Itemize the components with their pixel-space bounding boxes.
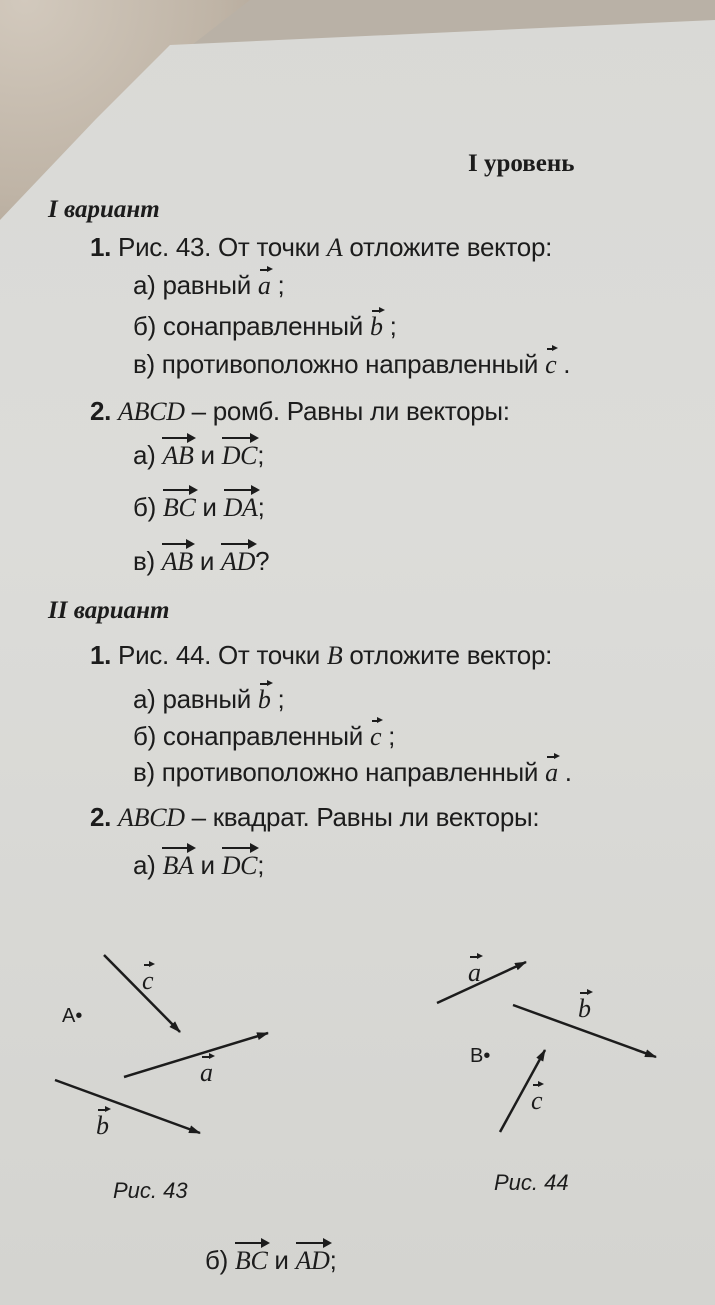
fig44-label-b xyxy=(578,993,591,1024)
fig43-label-c-text: c xyxy=(142,966,154,995)
vector-c: c xyxy=(545,350,557,379)
v1-q2-a-label: а) xyxy=(133,440,163,470)
fig44-label-a xyxy=(468,957,481,988)
vector-BC: BC xyxy=(162,493,196,522)
v2-q2-b-label: б) xyxy=(205,1245,235,1275)
variant-2-title: II вариант xyxy=(48,597,170,624)
v1-q1-number: 1. xyxy=(90,232,112,262)
fig43-label-b-text: b xyxy=(96,1111,109,1140)
conj-and: и xyxy=(192,546,222,576)
vector-DC: DC xyxy=(221,851,258,880)
fig43-label-a-text: a xyxy=(200,1058,213,1087)
v1-q1-a-punct: ; xyxy=(270,270,285,300)
vector-DA: DA xyxy=(223,493,258,522)
conj-and: и xyxy=(267,1245,296,1275)
vector-BC: BC xyxy=(234,1246,268,1275)
v2-q1-c-label: в) противоположно направленный xyxy=(133,757,546,787)
v2-q2-number: 2. xyxy=(90,802,112,832)
v1-q1-text: Рис. 43. От точки xyxy=(118,232,327,262)
fig44-label-c xyxy=(531,1085,542,1116)
fig43-vector-a xyxy=(124,1033,268,1077)
v2-q2-a-punct: ; xyxy=(257,850,265,880)
vector-BA: BA xyxy=(162,851,194,880)
conj-and: и xyxy=(193,850,222,880)
v2-q1-number: 1. xyxy=(90,640,112,670)
v2-q1-a-label: а) равный xyxy=(133,684,258,714)
vector-c: c xyxy=(369,722,382,751)
v2-q2-text: – квадрат. Равны ли векторы: xyxy=(184,802,540,832)
variant-1-title: I вариант xyxy=(48,196,160,223)
v1-q1-b-label: б) сонаправленный xyxy=(133,311,370,341)
fig44-caption: Рис. 44 xyxy=(494,1170,569,1195)
v2-q1-b-punct: ; xyxy=(381,721,396,751)
v2-q1-text: Рис. 44. От точки xyxy=(118,640,327,670)
v2-q2-figure: ABCD xyxy=(118,803,185,832)
vector-AB: AB xyxy=(161,547,193,576)
v1-q2-b-label: б) xyxy=(133,492,163,522)
fig43-vector-b xyxy=(55,1080,200,1133)
v1-q1-c-label: в) противоположно направленный xyxy=(133,349,546,379)
fig44-label-b-text: b xyxy=(578,994,591,1023)
v1-q1-b-punct: ; xyxy=(382,311,397,341)
vector-DC: DC xyxy=(221,441,258,470)
v1-q2-c-label: в) xyxy=(133,546,162,576)
v1-q1-text2: отложите вектор: xyxy=(342,232,553,262)
v1-q2-figure: ABCD xyxy=(118,397,185,426)
vector-AD: AD xyxy=(221,547,256,576)
fig43-caption: Рис. 43 xyxy=(113,1178,188,1203)
v1-q2-b-punct: ; xyxy=(257,492,265,522)
vector-b: b xyxy=(257,685,271,714)
v2-q1-b-label: б) сонаправленный xyxy=(133,721,370,751)
fig44-point-B: B• xyxy=(470,1045,491,1067)
v2-q1-point: B xyxy=(326,641,343,670)
fig43-label-b xyxy=(96,1110,109,1141)
v1-q2-a-punct: ; xyxy=(257,440,265,470)
fig43-point-A: A• xyxy=(62,1005,83,1027)
v1-q1-a-label: а) равный xyxy=(133,270,258,300)
v2-q2-a-label: а) xyxy=(133,850,163,880)
fig43-label-a xyxy=(200,1057,213,1088)
fig44-vector-a xyxy=(437,962,526,1003)
fig44-label-a-text: a xyxy=(468,958,481,987)
vector-AD: AD xyxy=(295,1246,330,1275)
v1-q2-c-punct: ? xyxy=(255,546,270,576)
level-heading: I уровень xyxy=(468,150,575,177)
v2-q2-b-punct: ; xyxy=(329,1245,337,1275)
vector-b: b xyxy=(369,312,383,341)
vector-AB: AB xyxy=(162,441,194,470)
v1-q2-number: 2. xyxy=(90,396,112,426)
v2-q1-c-punct: . xyxy=(557,757,572,787)
v2-q1-text2: отложите вектор: xyxy=(342,640,553,670)
conj-and: и xyxy=(193,440,222,470)
vector-a: a xyxy=(257,271,271,300)
fig44-label-c-text: c xyxy=(531,1086,543,1115)
v1-q1-c-punct: . xyxy=(556,349,571,379)
vector-a: a xyxy=(545,758,558,787)
fig43-label-c xyxy=(142,965,153,996)
v1-q1-point: A xyxy=(326,233,343,262)
v2-q1-a-punct: ; xyxy=(270,684,285,714)
v1-q2-text: – ромб. Равны ли векторы: xyxy=(184,396,510,426)
conj-and: и xyxy=(195,492,224,522)
